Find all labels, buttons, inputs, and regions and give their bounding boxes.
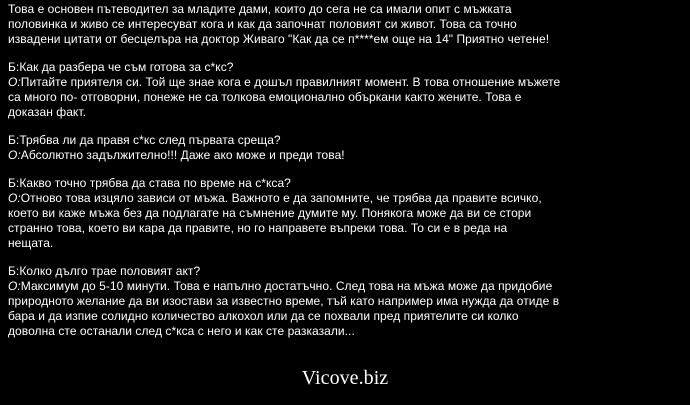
answer-text: Максимум до 5-10 минути. Това е напълно достатъчно. След това на мъжа може да придобие — [20, 279, 553, 293]
answer-label: О: — [8, 279, 21, 293]
question-line — [8, 264, 684, 279]
answer-line — [8, 191, 684, 206]
question-text: Колко дълго трае половият акт? — [19, 264, 201, 278]
answer-label: О: — [8, 191, 21, 205]
answer-line: са много по- отговорни, понеже не са толкова емоционално объркани както жените. Това е — [8, 90, 522, 104]
question-text: Как да разбера че съм готова за с*кс? — [19, 60, 234, 74]
question-label: Б: — [8, 60, 20, 74]
article-body — [8, 2, 684, 352]
answer-line: природното желание да ви изостави за известно време, тъй като например има нужда да отиде в — [8, 294, 560, 308]
answer-line — [8, 75, 684, 90]
question-text: Трябва ли да правя с*кс след първата среща? — [19, 133, 281, 147]
intro-line: половинка и живо се интересуват кога и как да започнат половият си живот. Това са точно — [8, 17, 517, 31]
question-label: Б: — [8, 133, 20, 147]
answer-line: странно това, което ви кара да правите, но го направете въпреки това. То си е в реда на — [8, 221, 508, 235]
question-label: Б: — [8, 176, 20, 190]
answer-line: нещата. — [8, 236, 54, 250]
question-text: Какво точно трябва да става по време на с*кса? — [19, 176, 291, 190]
question-line — [8, 60, 684, 75]
intro-line: Това е основен пътеводител за младите дами, които до сега не са имали опит с мъжката — [8, 2, 512, 16]
question-line — [8, 176, 684, 191]
answer-line: доволна сте останали след с*кса с него и как сте разказали... — [8, 324, 355, 338]
intro-paragraph — [8, 2, 684, 47]
qa-block-2 — [8, 133, 684, 163]
site-watermark: Vicove.biz — [301, 367, 389, 389]
intro-line: извадени цитати от бесцелъра на доктор Живаго "Как да се п****ем още на 14" Приятно четене! — [8, 32, 550, 46]
qa-block-3 — [8, 176, 684, 251]
qa-block-4 — [8, 264, 684, 339]
answer-label: О: — [8, 148, 21, 162]
answer-line — [8, 148, 684, 163]
answer-text: Питайте приятеля си. Той ще знае кога е дошъл правилният момент. В това отношение мъжете — [20, 75, 561, 89]
answer-text: Отново това изцяло зависи от мъжа. Важното е да запомните, че трябва да правите всичко, — [20, 191, 542, 205]
question-label: Б: — [8, 264, 20, 278]
answer-label: О: — [8, 75, 21, 89]
answer-text: Абсолютно задължително!!! Даже ако може и преди това! — [20, 148, 345, 162]
answer-line: бара и да изпие солидно количество алкохол или да се похвали пред приятелите си колко — [8, 309, 519, 323]
question-line — [8, 133, 684, 148]
answer-line — [8, 279, 684, 294]
qa-block-1 — [8, 60, 684, 120]
answer-line: доказан факт. — [8, 105, 86, 119]
answer-line: което ви каже мъжа без да подлагате на съмнение думите му. Понякога може да ви се стори — [8, 206, 532, 220]
